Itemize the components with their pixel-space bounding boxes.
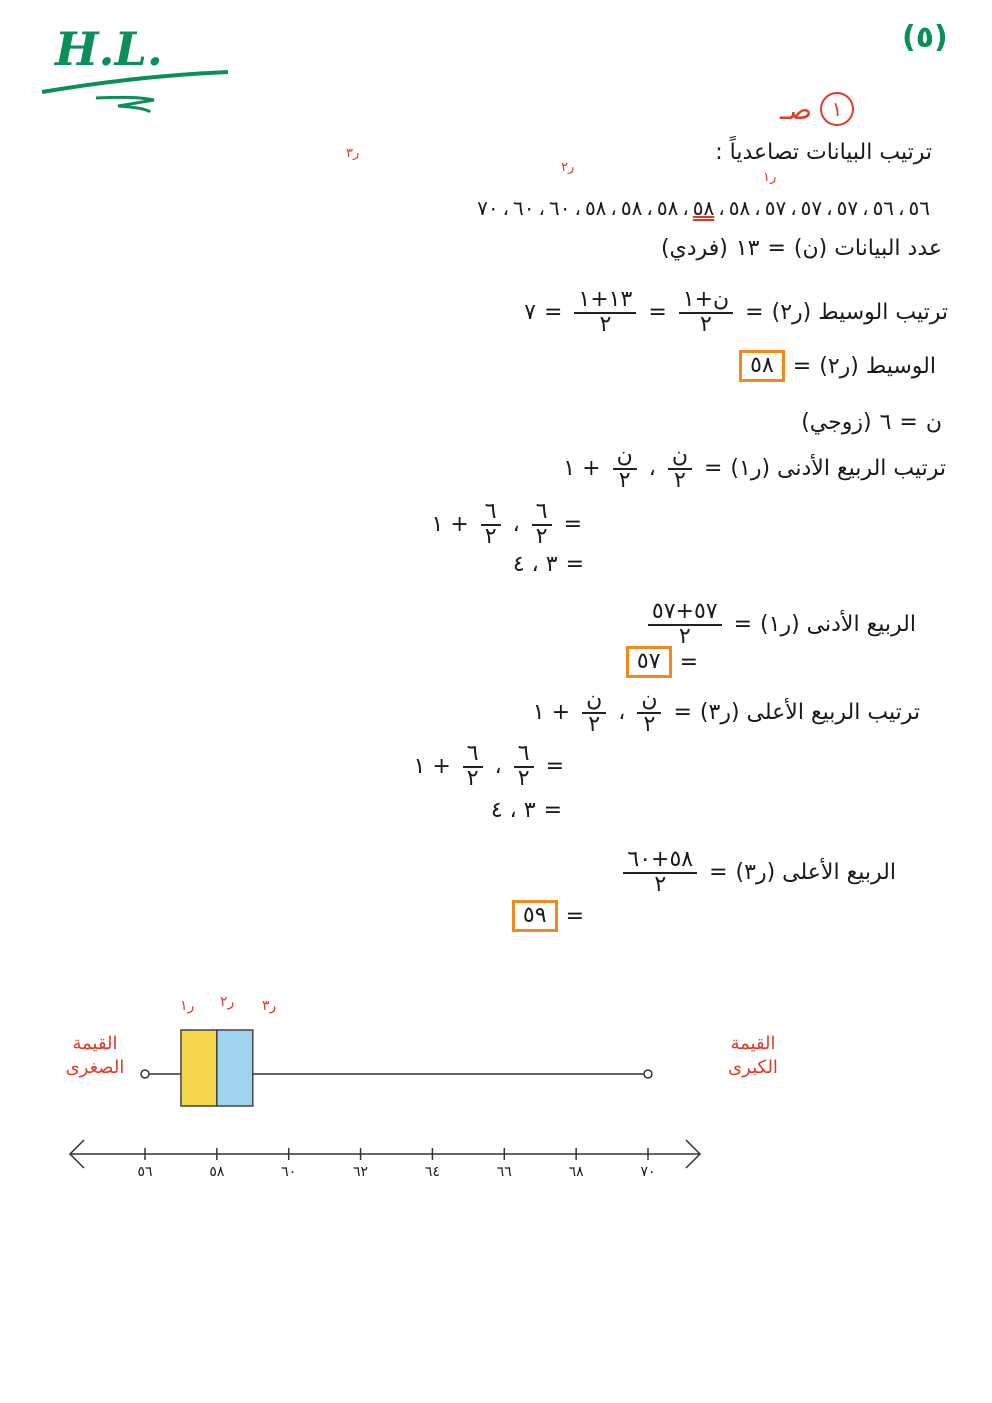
- data-separator: ،: [898, 196, 905, 220]
- q1-order-fraction-2: $\frac{\text{ن}}{٢}$: [613, 444, 637, 492]
- q1-label: الربيع الأدنى (ر١): [760, 611, 916, 637]
- data-list: [477, 196, 930, 220]
- median-order-result: ٧: [524, 299, 536, 325]
- median-order-fraction-2: $\frac{١٣+١}{٢}$: [574, 288, 636, 336]
- q3-fraction: $\frac{٥٨+٦٠}{٢}$: [623, 848, 697, 896]
- data-separator: ،: [502, 196, 510, 220]
- data-separator: ،: [574, 196, 581, 220]
- axis-tick-label: ٥٦: [137, 1164, 153, 1180]
- q1-result-line: = ٥٧: [626, 646, 698, 678]
- q3-sub-fraction: $\frac{٦}{٢}$: [514, 742, 534, 790]
- q3-order-label: ترتيب الربيع الأعلى (ر٣): [699, 699, 920, 725]
- axis-tick-label: ٦٨: [568, 1164, 584, 1180]
- question-label: [780, 92, 854, 126]
- min-point: [141, 1070, 149, 1078]
- lower-box: [181, 1030, 217, 1106]
- data-separator: ،: [754, 196, 761, 220]
- count-value: ١٣: [735, 236, 760, 261]
- median-value: ٥٨: [739, 350, 785, 382]
- count-line: عدد البيانات (ن) = ١٣ (فردي): [660, 236, 942, 261]
- page-number: (٥): [902, 20, 948, 55]
- data-separator: ،: [610, 196, 617, 220]
- question-number: ١: [820, 92, 854, 126]
- data-value: ٥٧: [800, 196, 823, 220]
- median-order-label: ترتيب الوسيط (ر٢): [771, 299, 948, 325]
- axis-tick-label: ٧٠: [640, 1164, 656, 1180]
- data-separator: ،: [790, 196, 797, 220]
- q1-sub-fraction: $\frac{٦}{٢}$: [532, 500, 552, 548]
- data-separator: ،: [538, 196, 545, 220]
- q3-order-fraction-2: $\frac{\text{ن}}{٢}$: [582, 688, 606, 736]
- q1-line: الربيع الأدنى (ر١) = $\frac{٥٧+٥٧}{٢}$: [644, 600, 916, 648]
- q1-order-line: ترتيب الربيع الأدنى (ر١) = $\frac{\text{ن}}{٢}$ ، $\frac{\text{ن}}{٢}$ + ١: [563, 443, 946, 493]
- n-half-line: ن = ٦ (زوجي): [801, 410, 942, 435]
- q3-value: ٥٩: [512, 900, 558, 932]
- data-separator: ،: [862, 196, 869, 220]
- q1-positions: ٣ ، ٤: [512, 552, 558, 577]
- question-text: صـ: [780, 92, 812, 126]
- n-half-value: ٦: [879, 410, 892, 435]
- signature-underline-icon: [36, 62, 236, 117]
- data-value: ٥٨: [656, 196, 679, 220]
- max-value-label: القيمة الكبرى: [728, 1033, 778, 1078]
- q1-sub-fraction-2: $\frac{٦}{٢}$: [481, 500, 501, 548]
- max-point: [644, 1070, 652, 1078]
- count-label: عدد البيانات (ن): [793, 236, 942, 261]
- count-note: (فردي): [660, 236, 728, 261]
- marker-q3: ر٣: [346, 146, 360, 161]
- data-separator: ،: [826, 196, 833, 220]
- q1-order-positions: = ٣ ، ٤: [512, 552, 584, 577]
- axis-tick-label: ٦٢: [353, 1164, 369, 1180]
- q3-order-fraction: $\frac{\text{ن}}{٢}$: [637, 688, 661, 736]
- data-separator: ،: [682, 196, 689, 220]
- data-value: ٥٨: [620, 196, 643, 220]
- data-value: ٥٦: [908, 196, 930, 220]
- q1-value: ٥٧: [626, 646, 672, 678]
- n-half-note: (زوجي): [801, 410, 872, 435]
- data-value: ٥٨: [584, 196, 607, 220]
- sort-heading: ترتيب البيانات تصاعدياً :: [715, 140, 932, 165]
- data-value: ٧٠: [477, 196, 499, 220]
- axis-tick-label: ٦٠: [281, 1164, 297, 1180]
- q3-order-positions: = ٣ ، ٤: [490, 798, 562, 823]
- upper-box: [217, 1030, 253, 1106]
- q3-order-line: ترتيب الربيع الأعلى (ر٣) = $\frac{\text{ن}}{٢}$ ، $\frac{\text{ن}}{٢}$ + ١: [532, 687, 920, 737]
- data-value: ٥٦: [872, 196, 895, 220]
- q1-order-label: ترتيب الربيع الأدنى (ر١): [730, 455, 946, 481]
- data-value: ٥٨: [692, 196, 715, 220]
- boxplot-q3-tag: ر٣: [262, 998, 277, 1014]
- marker-q2: ر٢: [561, 160, 575, 175]
- signature: H.L.: [55, 22, 163, 76]
- marker-q1: ر١: [763, 170, 777, 185]
- n-half-label: ن: [925, 410, 942, 435]
- data-value: ٥٨: [728, 196, 751, 220]
- median-order-fraction-1: $\frac{\text{ن+١}}{٢}$: [679, 288, 733, 336]
- data-value: ٦٠: [548, 196, 571, 220]
- q3-line: الربيع الأعلى (ر٣) = $\frac{٥٨+٦٠}{٢}$: [619, 848, 896, 896]
- min-value-label: القيمة الصغرى: [65, 1033, 125, 1078]
- axis-tick-label: ٦٤: [424, 1164, 440, 1180]
- q3-positions: ٣ ، ٤: [490, 798, 536, 823]
- q1-order-fraction: $\frac{\text{ن}}{٢}$: [668, 444, 692, 492]
- data-value: ٥٧: [764, 196, 787, 220]
- q3-order-substitution: = $\frac{٦}{٢}$ ، $\frac{٦}{٢}$ + ١: [413, 741, 564, 791]
- data-separator: ،: [718, 196, 725, 220]
- q3-label: الربيع الأعلى (ر٣): [735, 859, 896, 885]
- median-line: الوسيط (ر٢) = ٥٨: [739, 350, 936, 382]
- data-value: ٦٠: [513, 196, 535, 220]
- q1-fraction: $\frac{٥٧+٥٧}{٢}$: [648, 600, 722, 648]
- axis-tick-label: ٥٨: [209, 1164, 225, 1180]
- axis-tick-label: ٦٦: [496, 1164, 512, 1180]
- q3-sub-fraction-2: $\frac{٦}{٢}$: [463, 742, 483, 790]
- q1-order-substitution: = $\frac{٦}{٢}$ ، $\frac{٦}{٢}$ + ١: [431, 499, 582, 549]
- median-label: الوسيط (ر٢): [819, 353, 936, 379]
- data-separator: ،: [646, 196, 653, 220]
- median-order-line: ترتيب الوسيط (ر٢) = $\frac{\text{ن+١}}{٢}$ = $\frac{١٣+١}{٢}$ = ٧: [524, 287, 948, 337]
- box-plot: [0, 1020, 992, 1170]
- boxplot-q1-tag: ر١: [180, 998, 195, 1014]
- data-value: ٥٧: [836, 196, 859, 220]
- q3-result-line: = ٥٩: [512, 900, 584, 932]
- boxplot-q2-tag: ر٢: [220, 994, 235, 1010]
